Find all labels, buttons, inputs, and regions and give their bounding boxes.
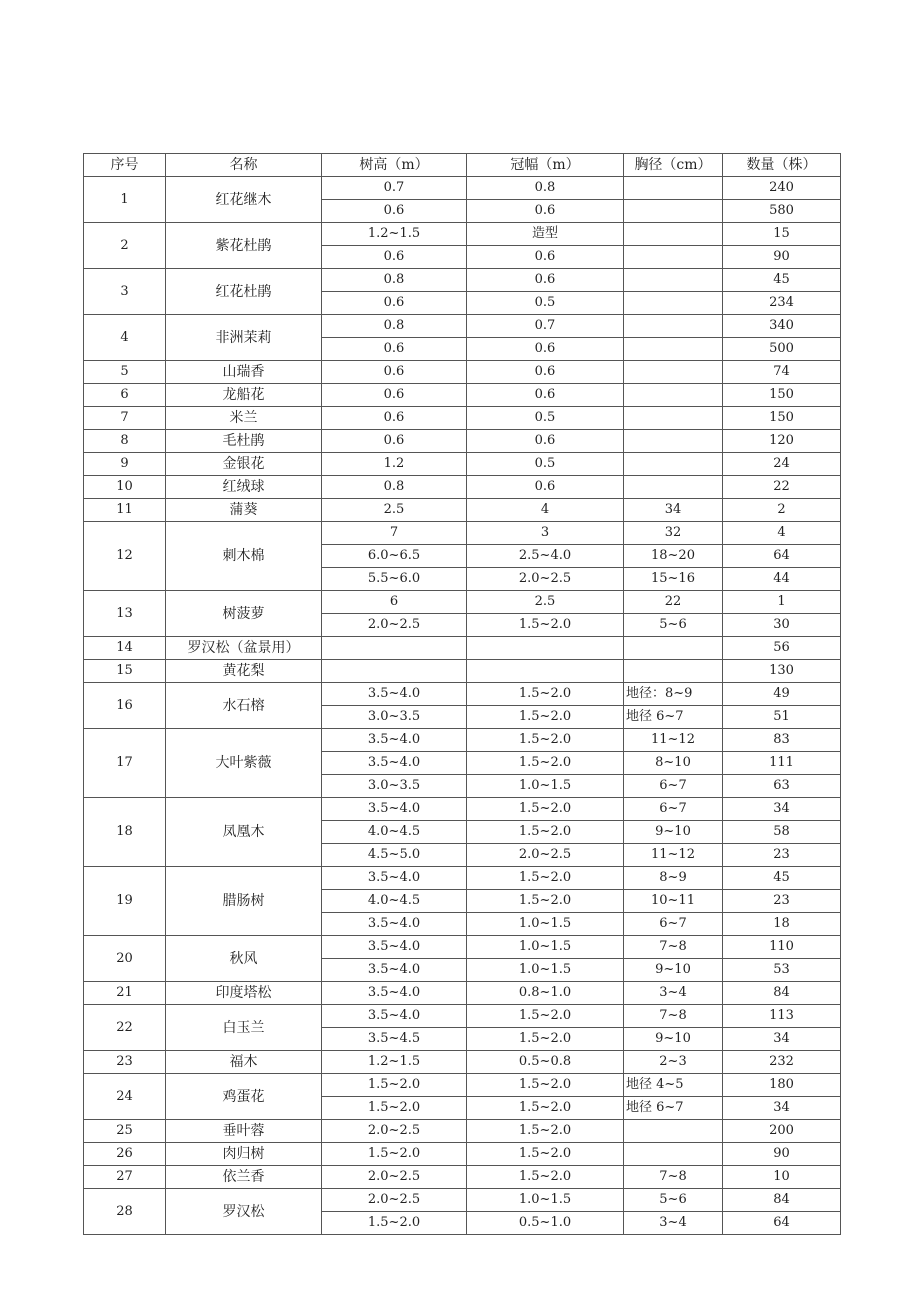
cell-quantity: 34 — [723, 1028, 841, 1051]
cell-dbh — [624, 430, 723, 453]
cell-crown: 1.5~2.0 — [467, 706, 624, 729]
table-row — [84, 361, 841, 384]
cell-dbh: 7~8 — [624, 1166, 723, 1189]
table-row — [84, 867, 841, 890]
cell-crown: 1.0~1.5 — [467, 1189, 624, 1212]
cell-height: 1.2~1.5 — [322, 1051, 467, 1074]
cell-quantity: 84 — [723, 1189, 841, 1212]
table-row — [84, 1005, 841, 1028]
cell-height: 1.5~2.0 — [322, 1143, 467, 1166]
table-row — [84, 430, 841, 453]
table-row — [84, 660, 841, 683]
cell-quantity: 200 — [723, 1120, 841, 1143]
cell-quantity: 232 — [723, 1051, 841, 1074]
cell-dbh — [624, 246, 723, 269]
cell-height: 0.6 — [322, 361, 467, 384]
cell-crown: 0.6 — [467, 361, 624, 384]
cell-height: 1.5~2.0 — [322, 1212, 467, 1235]
cell-crown: 0.5 — [467, 407, 624, 430]
cell-crown: 1.5~2.0 — [467, 821, 624, 844]
cell-dbh: 18~20 — [624, 545, 723, 568]
cell-height: 3.5~4.0 — [322, 867, 467, 890]
cell-height: 2.0~2.5 — [322, 1120, 467, 1143]
cell-quantity: 64 — [723, 545, 841, 568]
cell-quantity: 130 — [723, 660, 841, 683]
cell-plant-name: 山瑞香 — [166, 361, 322, 384]
table-row — [84, 522, 841, 545]
cell-no: 10 — [84, 476, 166, 499]
cell-dbh: 3~4 — [624, 1212, 723, 1235]
cell-height: 3.5~4.0 — [322, 959, 467, 982]
cell-dbh: 22 — [624, 591, 723, 614]
cell-height: 6.0~6.5 — [322, 545, 467, 568]
cell-dbh — [624, 1143, 723, 1166]
cell-height: 0.6 — [322, 384, 467, 407]
cell-quantity: 120 — [723, 430, 841, 453]
table-row — [84, 591, 841, 614]
cell-height: 2.5 — [322, 499, 467, 522]
cell-crown: 1.0~1.5 — [467, 936, 624, 959]
cell-no: 22 — [84, 1005, 166, 1051]
cell-plant-name: 紫花杜鹃 — [166, 223, 322, 269]
cell-plant-name: 印度塔松 — [166, 982, 322, 1005]
cell-height: 3.5~4.0 — [322, 683, 467, 706]
cell-plant-name: 依兰香 — [166, 1166, 322, 1189]
cell-dbh — [624, 476, 723, 499]
cell-dbh: 32 — [624, 522, 723, 545]
cell-dbh: 地径 4~5 — [624, 1074, 723, 1097]
cell-plant-name: 龙船花 — [166, 384, 322, 407]
cell-dbh: 5~6 — [624, 614, 723, 637]
cell-plant-name: 毛杜鹃 — [166, 430, 322, 453]
cell-quantity: 58 — [723, 821, 841, 844]
cell-quantity: 51 — [723, 706, 841, 729]
cell-plant-name: 鸡蛋花 — [166, 1074, 322, 1120]
cell-quantity: 90 — [723, 246, 841, 269]
cell-plant-name: 垂叶蓉 — [166, 1120, 322, 1143]
cell-quantity: 113 — [723, 1005, 841, 1028]
cell-quantity: 56 — [723, 637, 841, 660]
cell-quantity: 150 — [723, 407, 841, 430]
cell-plant-name: 腊肠树 — [166, 867, 322, 936]
table-body — [84, 177, 841, 1235]
cell-plant-name: 非洲茉莉 — [166, 315, 322, 361]
table-row — [84, 1120, 841, 1143]
cell-no: 14 — [84, 637, 166, 660]
cell-no: 28 — [84, 1189, 166, 1235]
cell-no: 1 — [84, 177, 166, 223]
cell-plant-name: 黄花梨 — [166, 660, 322, 683]
cell-no: 15 — [84, 660, 166, 683]
cell-dbh: 5~6 — [624, 1189, 723, 1212]
cell-height: 0.6 — [322, 430, 467, 453]
cell-quantity: 4 — [723, 522, 841, 545]
cell-quantity: 110 — [723, 936, 841, 959]
cell-plant-name: 红花继木 — [166, 177, 322, 223]
cell-crown: 1.5~2.0 — [467, 890, 624, 913]
cell-dbh — [624, 637, 723, 660]
table-row — [84, 223, 841, 246]
cell-quantity: 63 — [723, 775, 841, 798]
cell-plant-name: 红花杜鹃 — [166, 269, 322, 315]
table-row — [84, 453, 841, 476]
cell-dbh — [624, 177, 723, 200]
cell-dbh: 9~10 — [624, 1028, 723, 1051]
cell-no: 25 — [84, 1120, 166, 1143]
cell-height: 3.5~4.5 — [322, 1028, 467, 1051]
cell-height: 1.5~2.0 — [322, 1074, 467, 1097]
cell-crown: 1.5~2.0 — [467, 729, 624, 752]
cell-dbh: 6~7 — [624, 798, 723, 821]
cell-quantity: 15 — [723, 223, 841, 246]
cell-crown: 1.5~2.0 — [467, 752, 624, 775]
cell-dbh: 6~7 — [624, 913, 723, 936]
cell-plant-name: 大叶紫薇 — [166, 729, 322, 798]
cell-height — [322, 637, 467, 660]
table-row — [84, 384, 841, 407]
cell-crown: 0.6 — [467, 246, 624, 269]
cell-crown: 0.5 — [467, 292, 624, 315]
cell-crown: 0.7 — [467, 315, 624, 338]
header-crown: 冠幅（m） — [467, 154, 624, 177]
cell-crown: 1.5~2.0 — [467, 798, 624, 821]
header-name: 名称 — [166, 154, 322, 177]
cell-height: 3.5~4.0 — [322, 913, 467, 936]
cell-plant-name: 白玉兰 — [166, 1005, 322, 1051]
cell-quantity: 34 — [723, 1097, 841, 1120]
cell-plant-name: 刺木棉 — [166, 522, 322, 591]
cell-dbh: 7~8 — [624, 936, 723, 959]
cell-plant-name: 树菠萝 — [166, 591, 322, 637]
cell-quantity: 44 — [723, 568, 841, 591]
cell-height: 0.6 — [322, 407, 467, 430]
cell-height: 0.6 — [322, 338, 467, 361]
cell-quantity: 84 — [723, 982, 841, 1005]
cell-dbh: 34 — [624, 499, 723, 522]
cell-crown: 0.6 — [467, 384, 624, 407]
cell-plant-name: 红绒球 — [166, 476, 322, 499]
cell-dbh: 11~12 — [624, 844, 723, 867]
cell-crown: 1.5~2.0 — [467, 1143, 624, 1166]
cell-height: 4.0~4.5 — [322, 890, 467, 913]
cell-crown: 造型 — [467, 223, 624, 246]
cell-crown: 1.0~1.5 — [467, 913, 624, 936]
table-row — [84, 1074, 841, 1097]
cell-height: 6 — [322, 591, 467, 614]
cell-no: 17 — [84, 729, 166, 798]
table-row — [84, 1189, 841, 1212]
cell-quantity: 45 — [723, 269, 841, 292]
cell-height: 4.0~4.5 — [322, 821, 467, 844]
cell-quantity: 240 — [723, 177, 841, 200]
cell-crown: 1.5~2.0 — [467, 1097, 624, 1120]
cell-height: 0.8 — [322, 269, 467, 292]
cell-crown: 0.5~1.0 — [467, 1212, 624, 1235]
cell-crown: 0.6 — [467, 430, 624, 453]
cell-dbh: 11~12 — [624, 729, 723, 752]
cell-crown: 3 — [467, 522, 624, 545]
cell-dbh: 地径 6~7 — [624, 1097, 723, 1120]
table-row — [84, 476, 841, 499]
cell-height: 3.5~4.0 — [322, 982, 467, 1005]
document-page — [83, 153, 841, 1235]
cell-dbh: 10~11 — [624, 890, 723, 913]
cell-quantity: 83 — [723, 729, 841, 752]
cell-quantity: 1 — [723, 591, 841, 614]
cell-height: 1.2~1.5 — [322, 223, 467, 246]
plant-inventory-table — [83, 153, 841, 1235]
cell-height: 1.5~2.0 — [322, 1097, 467, 1120]
cell-dbh — [624, 407, 723, 430]
cell-crown — [467, 660, 624, 683]
cell-dbh: 8~10 — [624, 752, 723, 775]
cell-dbh — [624, 361, 723, 384]
cell-height: 5.5~6.0 — [322, 568, 467, 591]
cell-crown: 1.5~2.0 — [467, 1074, 624, 1097]
table-row — [84, 499, 841, 522]
cell-dbh: 3~4 — [624, 982, 723, 1005]
cell-dbh — [624, 384, 723, 407]
cell-no: 9 — [84, 453, 166, 476]
cell-plant-name: 罗汉松（盆景用） — [166, 637, 322, 660]
cell-dbh: 7~8 — [624, 1005, 723, 1028]
cell-plant-name: 罗汉松 — [166, 1189, 322, 1235]
table-row — [84, 1143, 841, 1166]
cell-height: 2.0~2.5 — [322, 1189, 467, 1212]
cell-height: 3.5~4.0 — [322, 729, 467, 752]
table-row — [84, 269, 841, 292]
header-height: 树高（m） — [322, 154, 467, 177]
cell-quantity: 74 — [723, 361, 841, 384]
cell-dbh: 9~10 — [624, 959, 723, 982]
cell-dbh: 9~10 — [624, 821, 723, 844]
table-header-row — [84, 154, 841, 177]
cell-height: 0.6 — [322, 246, 467, 269]
cell-dbh — [624, 338, 723, 361]
cell-crown: 1.5~2.0 — [467, 1028, 624, 1051]
table-row — [84, 315, 841, 338]
cell-crown: 4 — [467, 499, 624, 522]
cell-dbh: 2~3 — [624, 1051, 723, 1074]
cell-crown: 2.5~4.0 — [467, 545, 624, 568]
cell-crown: 2.5 — [467, 591, 624, 614]
cell-no: 26 — [84, 1143, 166, 1166]
cell-crown: 1.0~1.5 — [467, 959, 624, 982]
cell-quantity: 500 — [723, 338, 841, 361]
header-dbh: 胸径（cm） — [624, 154, 723, 177]
cell-height: 0.6 — [322, 200, 467, 223]
cell-crown: 1.5~2.0 — [467, 683, 624, 706]
cell-height: 1.2 — [322, 453, 467, 476]
cell-plant-name: 凤凰木 — [166, 798, 322, 867]
cell-no: 21 — [84, 982, 166, 1005]
cell-dbh: 地径：8~9 — [624, 683, 723, 706]
cell-quantity: 340 — [723, 315, 841, 338]
table-row — [84, 1166, 841, 1189]
cell-no: 4 — [84, 315, 166, 361]
cell-quantity: 18 — [723, 913, 841, 936]
cell-quantity: 64 — [723, 1212, 841, 1235]
cell-crown: 1.0~1.5 — [467, 775, 624, 798]
cell-height: 4.5~5.0 — [322, 844, 467, 867]
cell-dbh: 15~16 — [624, 568, 723, 591]
cell-height: 3.0~3.5 — [322, 706, 467, 729]
table-row — [84, 982, 841, 1005]
cell-quantity: 580 — [723, 200, 841, 223]
cell-no: 8 — [84, 430, 166, 453]
cell-height — [322, 660, 467, 683]
cell-quantity: 24 — [723, 453, 841, 476]
table-row — [84, 407, 841, 430]
cell-quantity: 180 — [723, 1074, 841, 1097]
cell-no: 24 — [84, 1074, 166, 1120]
cell-plant-name: 水石榕 — [166, 683, 322, 729]
cell-no: 3 — [84, 269, 166, 315]
cell-crown: 2.0~2.5 — [467, 844, 624, 867]
cell-crown: 0.6 — [467, 269, 624, 292]
table-row — [84, 798, 841, 821]
cell-no: 27 — [84, 1166, 166, 1189]
cell-height: 3.5~4.0 — [322, 936, 467, 959]
table-row — [84, 729, 841, 752]
cell-plant-name: 米兰 — [166, 407, 322, 430]
cell-no: 12 — [84, 522, 166, 591]
cell-height: 0.6 — [322, 292, 467, 315]
cell-height: 3.5~4.0 — [322, 752, 467, 775]
cell-crown: 2.0~2.5 — [467, 568, 624, 591]
cell-no: 19 — [84, 867, 166, 936]
cell-crown: 1.5~2.0 — [467, 1005, 624, 1028]
cell-quantity: 34 — [723, 798, 841, 821]
cell-crown: 0.8 — [467, 177, 624, 200]
cell-crown: 1.5~2.0 — [467, 1120, 624, 1143]
cell-crown: 0.6 — [467, 338, 624, 361]
cell-height: 3.5~4.0 — [322, 798, 467, 821]
cell-quantity: 53 — [723, 959, 841, 982]
cell-no: 20 — [84, 936, 166, 982]
cell-dbh: 6~7 — [624, 775, 723, 798]
cell-no: 5 — [84, 361, 166, 384]
cell-no: 7 — [84, 407, 166, 430]
cell-crown: 0.5~0.8 — [467, 1051, 624, 1074]
cell-dbh: 地径 6~7 — [624, 706, 723, 729]
cell-plant-name: 福木 — [166, 1051, 322, 1074]
cell-crown — [467, 637, 624, 660]
cell-crown: 0.8~1.0 — [467, 982, 624, 1005]
cell-dbh — [624, 292, 723, 315]
cell-plant-name: 蒲葵 — [166, 499, 322, 522]
table-row — [84, 683, 841, 706]
table-row — [84, 936, 841, 959]
cell-dbh — [624, 315, 723, 338]
cell-crown: 1.5~2.0 — [467, 1166, 624, 1189]
cell-dbh — [624, 223, 723, 246]
cell-no: 23 — [84, 1051, 166, 1074]
cell-crown: 0.5 — [467, 453, 624, 476]
header-quantity: 数量（株） — [723, 154, 841, 177]
cell-plant-name: 金银花 — [166, 453, 322, 476]
cell-height: 3.5~4.0 — [322, 1005, 467, 1028]
cell-crown: 0.6 — [467, 476, 624, 499]
cell-height: 3.0~3.5 — [322, 775, 467, 798]
table-row — [84, 637, 841, 660]
cell-quantity: 111 — [723, 752, 841, 775]
cell-no: 13 — [84, 591, 166, 637]
cell-dbh — [624, 269, 723, 292]
cell-quantity: 10 — [723, 1166, 841, 1189]
header-no: 序号 — [84, 154, 166, 177]
cell-height: 7 — [322, 522, 467, 545]
cell-no: 11 — [84, 499, 166, 522]
cell-quantity: 90 — [723, 1143, 841, 1166]
cell-no: 18 — [84, 798, 166, 867]
cell-no: 2 — [84, 223, 166, 269]
cell-height: 2.0~2.5 — [322, 614, 467, 637]
cell-quantity: 49 — [723, 683, 841, 706]
cell-quantity: 45 — [723, 867, 841, 890]
cell-height: 0.7 — [322, 177, 467, 200]
cell-dbh — [624, 453, 723, 476]
cell-height: 0.8 — [322, 315, 467, 338]
cell-quantity: 150 — [723, 384, 841, 407]
cell-height: 0.8 — [322, 476, 467, 499]
cell-quantity: 23 — [723, 844, 841, 867]
cell-crown: 1.5~2.0 — [467, 867, 624, 890]
cell-plant-name: 肉归树 — [166, 1143, 322, 1166]
cell-no: 6 — [84, 384, 166, 407]
cell-dbh: 8~9 — [624, 867, 723, 890]
cell-no: 16 — [84, 683, 166, 729]
table-row — [84, 177, 841, 200]
cell-dbh — [624, 1120, 723, 1143]
cell-quantity: 234 — [723, 292, 841, 315]
cell-dbh — [624, 660, 723, 683]
cell-crown: 1.5~2.0 — [467, 614, 624, 637]
cell-quantity: 2 — [723, 499, 841, 522]
cell-height: 2.0~2.5 — [322, 1166, 467, 1189]
cell-quantity: 30 — [723, 614, 841, 637]
cell-crown: 0.6 — [467, 200, 624, 223]
cell-quantity: 22 — [723, 476, 841, 499]
cell-plant-name: 秋风 — [166, 936, 322, 982]
table-row — [84, 1051, 841, 1074]
cell-quantity: 23 — [723, 890, 841, 913]
cell-dbh — [624, 200, 723, 223]
